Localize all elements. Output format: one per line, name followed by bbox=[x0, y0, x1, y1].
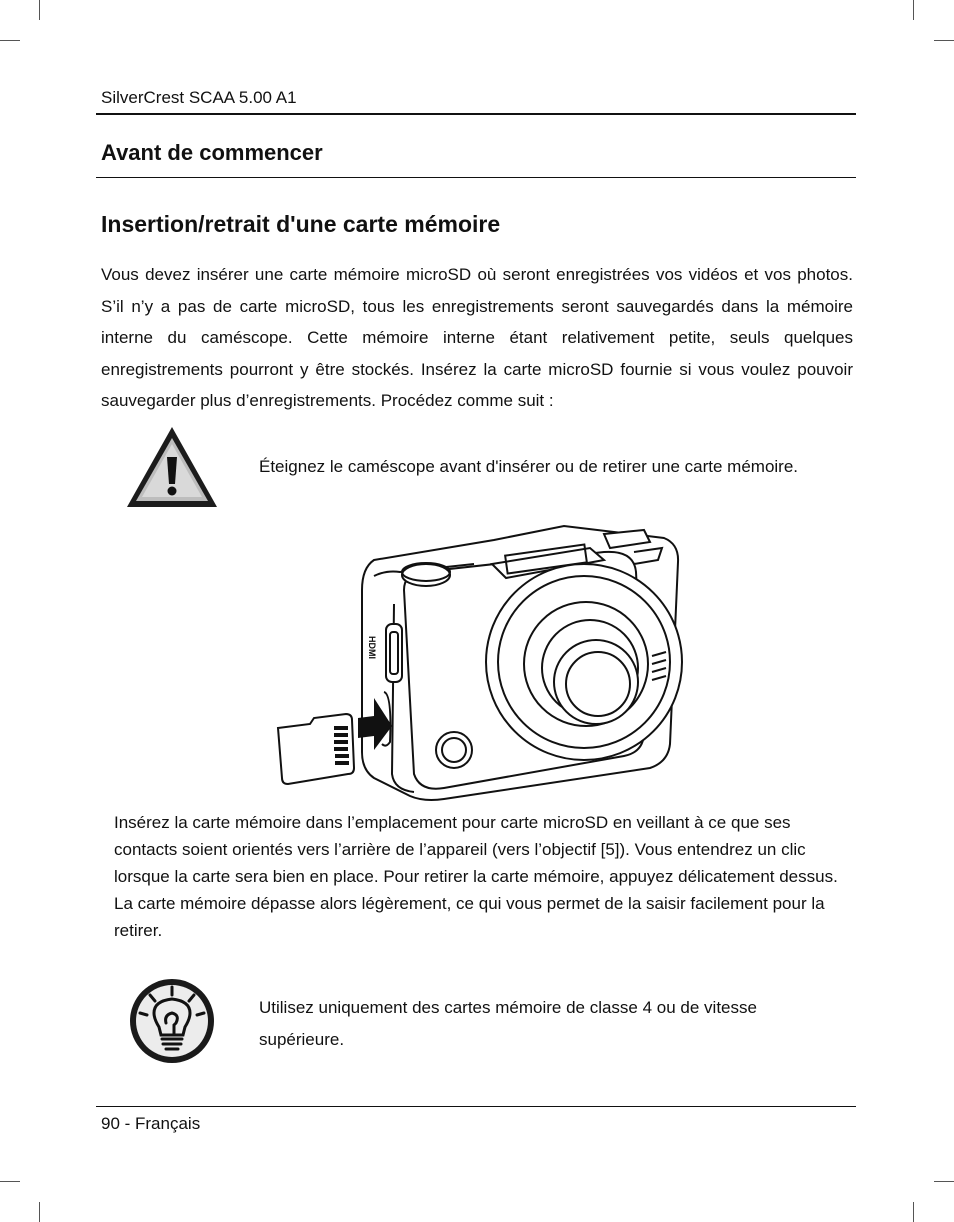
crop-mark bbox=[934, 1181, 954, 1182]
lightbulb-icon bbox=[128, 977, 216, 1065]
instruction-paragraph: Insérez la carte mémoire dans l’emplacement pour carte microSD en veillant à ce que ses contacts soient orientés vers l’arrière de l’appareil (vers l’objectif [5]). Vous entendrez un clic lorsque la carte sera bien en place. Pour retirer la carte mémoire, appuyez délicatement dessus. La carte mémoire dépasse alors légèrement, ce qui vous permet de la saisir facilement pour la retirer. bbox=[114, 813, 838, 940]
crop-mark bbox=[913, 0, 914, 20]
crop-mark bbox=[39, 0, 40, 20]
header-rule bbox=[96, 113, 856, 115]
crop-mark bbox=[934, 40, 954, 41]
footer-rule bbox=[96, 1106, 856, 1107]
hdmi-label: HDMI bbox=[367, 636, 377, 659]
section-title: Avant de commencer bbox=[101, 140, 323, 165]
page-number: 90 - Français bbox=[101, 1114, 201, 1133]
tip-text: Utilisez uniquement des cartes mémoire de classe 4 ou de vitesse supérieure. bbox=[259, 998, 757, 1049]
crop-mark bbox=[39, 1202, 40, 1222]
crop-mark bbox=[0, 1181, 20, 1182]
subsection-title: Insertion/retrait d'une carte mémoire bbox=[101, 211, 501, 237]
camera-sd-insert-illustration bbox=[274, 512, 684, 804]
crop-mark bbox=[913, 1202, 914, 1222]
header-title: SilverCrest SCAA 5.00 A1 bbox=[101, 88, 297, 107]
warning-icon bbox=[124, 424, 220, 510]
section-rule bbox=[96, 177, 856, 178]
warning-text: Éteignez le caméscope avant d'insérer ou de retirer une carte mémoire. bbox=[259, 457, 799, 476]
crop-mark bbox=[0, 40, 20, 41]
intro-paragraph: Vous devez insérer une carte mémoire microSD où seront enregistrées vos vidéos et vos photos. S’il n’y a pas de carte microSD, tous les enregistrements seront sauvegardés dans la mémoire interne du caméscope. Cette mémoire interne étant relativement petite, seuls quelques enregistrements pourront y être stockés. Insérez la carte microSD fournie si vous voulez pouvoir sauvegarder plus d’enregistrements. Procédez comme suit : bbox=[101, 265, 853, 410]
microsd-card bbox=[278, 714, 354, 784]
